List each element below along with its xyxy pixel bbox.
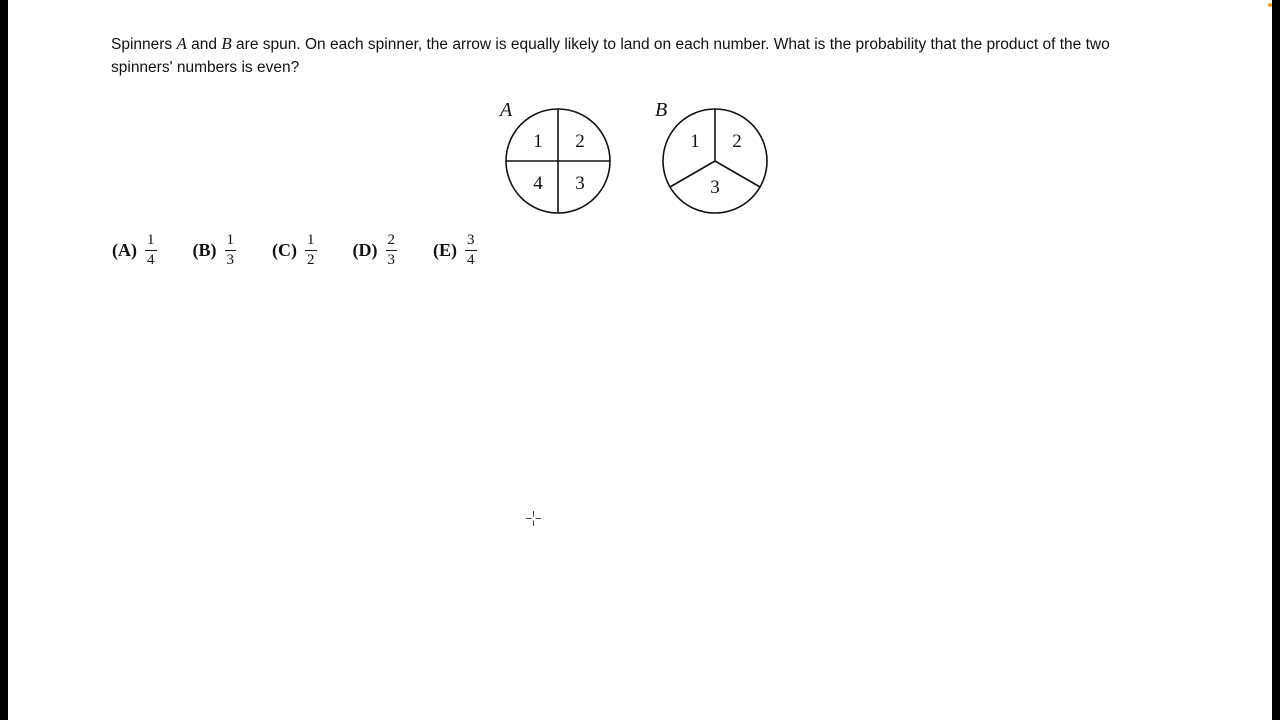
- problem-statement: [111, 32, 1151, 79]
- choice-fraction: [225, 232, 237, 269]
- choice-e[interactable]: [433, 232, 477, 269]
- spinner-a-section-2: 2: [575, 131, 585, 152]
- problem-text-3: are spun. On each spinner, the arrow is equally likely to land on each number. What is the probability that the product of the two spinners' numbers is even?: [111, 36, 1110, 76]
- spinner-b-section-3: 3: [710, 177, 720, 198]
- choice-label: (A): [112, 240, 137, 260]
- fraction-numerator: 1: [145, 232, 157, 251]
- spinner-b-divider-left: [670, 161, 715, 187]
- choice-d[interactable]: [353, 232, 398, 269]
- fraction-numerator: 2: [386, 232, 398, 251]
- fraction-denominator: 3: [387, 252, 395, 268]
- fraction-denominator: 3: [226, 252, 234, 268]
- fraction-numerator: 1: [305, 232, 317, 251]
- indicator-dot-icon: [1268, 3, 1272, 7]
- fraction-denominator: 2: [307, 252, 315, 268]
- variable-b: B: [221, 34, 232, 53]
- spinner-a: [498, 99, 610, 213]
- spinner-b: [655, 99, 767, 213]
- crosshair-cursor-icon: [526, 511, 541, 526]
- choice-label: (C): [272, 240, 297, 260]
- choice-fraction: [145, 232, 157, 269]
- choice-a[interactable]: [112, 232, 157, 269]
- choice-fraction: [305, 232, 317, 269]
- spinner-a-section-4: 4: [533, 173, 543, 194]
- document-page: [8, 0, 1272, 720]
- choice-label: (D): [352, 240, 378, 260]
- choice-fraction: [465, 232, 477, 269]
- fraction-denominator: 4: [467, 252, 475, 268]
- variable-a: A: [176, 34, 187, 53]
- fraction-numerator: 3: [465, 232, 477, 251]
- spinners-figure: [496, 96, 786, 220]
- spinner-a-label: A: [500, 99, 513, 121]
- problem-text-2: and: [186, 36, 222, 53]
- spinner-b-section-1: 1: [690, 131, 700, 152]
- choice-c[interactable]: [272, 232, 317, 269]
- choice-fraction: [386, 232, 398, 269]
- spinner-b-divider-right: [715, 161, 760, 187]
- problem-text-1: Spinners: [111, 36, 177, 53]
- spinner-b-label: B: [655, 99, 668, 121]
- choice-label: (B): [192, 240, 217, 260]
- spinner-a-section-3: 3: [575, 173, 585, 194]
- choice-label: (E): [433, 240, 457, 260]
- answer-choices: [112, 232, 513, 269]
- spinner-b-section-2: 2: [732, 131, 742, 152]
- fraction-denominator: 4: [147, 252, 155, 268]
- fraction-numerator: 1: [225, 232, 237, 251]
- spinner-a-section-1: 1: [533, 131, 543, 152]
- spinners-diagram: [496, 96, 786, 220]
- choice-b[interactable]: [193, 232, 237, 269]
